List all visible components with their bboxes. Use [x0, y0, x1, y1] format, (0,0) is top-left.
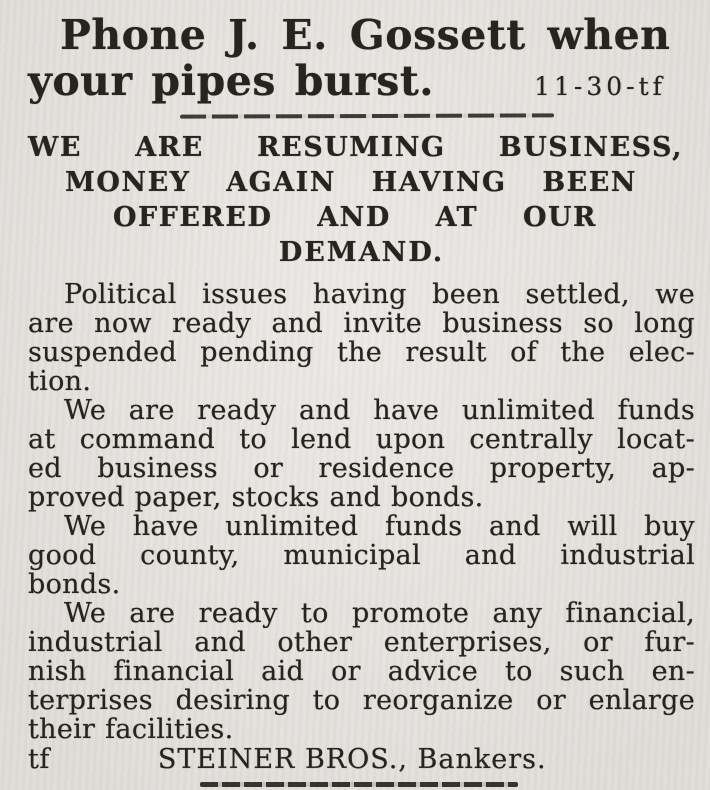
notice-heading-line-2: MONEY AGAIN HAVING BEEN — [65, 167, 637, 198]
ad-date-code: 11-30-tf — [534, 72, 666, 101]
body-line: terprises desiring to reorganize or enlarge — [28, 685, 695, 716]
headline-line-2-text: your pipes burst. — [28, 57, 435, 105]
body-line: are now ready and invite business so long — [28, 308, 695, 339]
body-line: good county, municipal and industrial — [28, 540, 695, 571]
divider-bottom-rule — [200, 782, 518, 787]
notice-heading-line-4: DEMAND. — [278, 237, 445, 268]
notice-body — [28, 280, 695, 744]
body-line: suspended pending the result of the elec- — [28, 337, 695, 368]
body-line: We are ready to promote any financial, — [64, 598, 695, 629]
body-line: We are ready and have unlimited funds — [64, 395, 695, 426]
body-line: at command to lend upon centrally locat- — [28, 424, 695, 455]
body-line: bonds. — [28, 569, 121, 600]
headline-line-2 — [28, 58, 695, 110]
body-line: We have unlimited funds and will buy — [64, 511, 695, 542]
body-line: nish financial aid or advice to such en- — [28, 656, 695, 687]
body-line: ed business or residence property, ap- — [28, 453, 695, 484]
signature-name: STEINER BROS., Bankers. — [157, 744, 547, 775]
headline-line-1: Phone J. E. Gossett when — [60, 11, 671, 59]
body-line: Political issues having been settled, we — [64, 279, 695, 310]
body-line: tion. — [28, 366, 92, 397]
signature-row — [28, 744, 695, 775]
headline — [28, 12, 695, 110]
body-line: industrial and other enterprises, or fur- — [28, 627, 695, 658]
divider-top-rule — [180, 113, 554, 118]
body-line: their facilities. — [28, 714, 234, 745]
notice-heading-line-3: OFFERED AND AT OUR — [113, 202, 597, 233]
body-line: proved paper, stocks and bonds. — [28, 482, 484, 513]
notice-heading — [28, 130, 695, 270]
notice-heading-line-1: WE ARE RESUMING BUSINESS, — [28, 132, 683, 163]
signature-tf-code: tf — [28, 744, 50, 775]
